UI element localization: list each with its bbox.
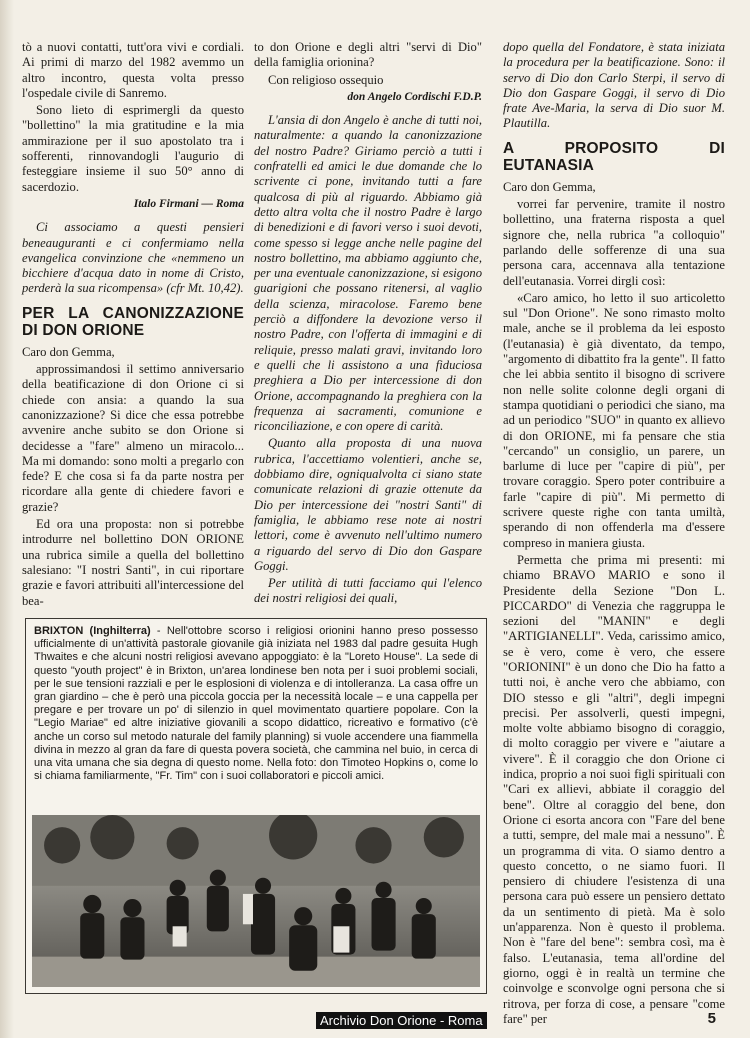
col1-salutation: Caro don Gemma, — [22, 344, 115, 359]
heading-canonizzazione: PER LA CANONIZZAZIONE DI DON ORIONE — [22, 304, 244, 339]
page-number: 5 — [707, 1010, 716, 1027]
col3-paragraph-1: dopo quella del Fondatore, è stata iniziata la procedura per la beatificazione. Sono: il servo di Dio don Carlo Sterpi, il servo di Dio don Gaspare Goggi, il servo di Dio frate Ave-Maria, la serva di Dio suor M. Plautilla. — [503, 40, 725, 131]
col2-signature: don Angelo Cordischi F.D.P. — [347, 90, 482, 103]
column-3 — [503, 40, 725, 1029]
group-photo — [32, 815, 480, 987]
col2-paragraph-1: to don Orione e degli altri "servi di Dio" della famiglia orionina? — [254, 40, 482, 70]
col2-paragraph-4: Quanto alla proposta di una nuova rubrica, l'accettiamo volentieri, anche se, dobbiamo dire, ogniqualvolta ci siano state comunicate relazioni di grazie ottenute da Dio per intercessione dei "nostri Santi" di famiglia, le abbiamo rese note ai nostri lettori, come è avvenuto nell'ultimo numero a riguardo del servo di Dio don Gaspare Goggi. — [254, 436, 482, 573]
archive-caption: Archivio Don Orione - Roma — [316, 1012, 487, 1029]
col1-signature: Italo Firmani — Roma — [133, 197, 244, 210]
brixton-caption — [34, 625, 478, 783]
brixton-text: - Nell'ottobre scorso i religiosi orionini hanno preso possesso ufficialmente di un'attività pastorale giovanile già iniziata nel 1983 dal padre gesuita Hugh Thwaites e che alcuni nostri religiosi avevano appoggiato: è la "Loreto House". La sede di questo "youth project" è in Brixton, un'area londinese ben nota per i suoi problemi sociali, per le sue tensioni razziali e per le esplosioni di violenza e di intolleranza. La casa offre un gran giardino – che è però una piccola goccia per la necessità locale – e una cappella per pregare e per trovare un po' di silenzio in quel movimentato quartiere popolare. Con la "Legio Mariae" ed altre iniziative giovanili a scopo didattico, ricreativo e formativo (c'è anche un corso sul metodo naturale del family planning) si vuole accendere una fiammella divina in mezzo al gran da fare di questa povera società, che cammina nel buio, in cerca di una vita umana che sia degna di questo nome. Nella foto: don Timoteo Hopkins o, come lo si chiama familiarmente, "Fr. Tim" con i suoi collaboratori e piccoli amici. — [34, 625, 478, 783]
col2-closing: Con religioso ossequio — [268, 72, 384, 87]
column-1 — [22, 40, 244, 611]
col1-editor-note: Ci associamo a questi pensieri beneauguranti e ci confermiamo nella evangelica convinzione che «nemmeno un bicchiere d'acqua dato in nome di Cristo, perderà la sua ricompensa» (cfr Mt. 10,42). — [22, 220, 244, 296]
col1-paragraph-2: Sono lieto di esprimergli da questo "bollettino" la mia gratitudine e la mia ammirazione per il suo apostolato tra i sofferenti, rinnovandogli l'augurio di festeggiare insieme il suo 50° anno di sacerdozio. — [22, 103, 244, 194]
col1-paragraph-5: Ed ora una proposta: non si potrebbe introdurre nel bollettino DON ORIONE una rubrica simile a quella del bollettino salesiano: "I nostri Santi", in cui riportare grazie e favori attribuiti all'intercessione del bea- — [22, 517, 244, 608]
brixton-news-box — [25, 618, 487, 994]
col1-paragraph-4: approssimandosi il settimo anniversario della beatificazione di don Orione ci si chiede con ansia: a quando la sua canonizzazione? Si dice che essa potrebbe avvenire anche subito se don Orione si decidesse a "fare" almeno un miracolo... Ma mi domando: sono molti a pregarlo con fede? E che cosa si fa da parte nostra per ricordare alla gente di chiedere favori e grazie? — [22, 362, 244, 514]
col3-paragraph-2: vorrei far pervenire, tramite il nostro bollettino, una fraterna risposta a quel signore che, nella rubrica "a colloquio" parlando delle sofferenze di una sua persona cara, accennava alla tentazione dell'eutanasia. Vorrei dirgli così: — [503, 197, 725, 288]
col3-paragraph-4: Permetta che prima mi presenti: mi chiamo BRAVO MARIO e sono il Presidente della Sezione "Don L. PICCARDO" di Venezia che raggruppa le sezioni del "MANIN" e degli "ARTIGIANELLI". Veda, carissimo amico, se è vero, come è vero, che essere "ORIONINI" è un dono che Dio ha fatto a tutti noi, è anche vero che abbiamo, con DIO stesso e gli "altri", degli impegni precisi. Per assolverli, questi impegni, molte volte abbiamo bisogno di coraggio, di molto coraggio per vivere e "aiutare a vivere". È il coraggio che don Orione ci indica, proprio a noi suoi figli spirituali con "Cari ex allievi, abbiate il coraggio del bene". Oltre al coraggio del bene, don Orione ci esorta ancora con "Fare del bene a tutti, sempre, del male mai a nessuno". È un programma di vita. O siamo dentro a questo concetto, o ne siamo fuori. Il pensiero di chiudere l'esistenza di una persona cara può essere un pensiero dettato da un sentimento di pietà. Ma è solo un'apparenza. Non è questo il problema. Non è "fare del bene": sembra così, ma è falso. L'eutanasia, tema all'ordine del giorno, oggi è in realtà un termine che coinvolge e sconvolge ogni persona che si ritrova, per forza di cose, a pensare "come fare" per — [503, 552, 725, 1026]
col1-intro: tò a nuovi contatti, tutt'ora vivi e cordiali. Ai primi di marzo del 1982 avemmo un altro incontro, questa volta presso l'ospedale civile di Sanremo. — [22, 40, 244, 100]
heading-eutanasia: A PROPOSITO DI EUTANASIA — [503, 139, 725, 174]
brixton-place: BRIXTON (Inghilterra) — [34, 625, 151, 637]
group-photo-image — [32, 815, 480, 987]
col2-paragraph-5: Per utilità di tutti facciamo qui l'elenco dei nostri religiosi dei quali, — [254, 576, 482, 606]
col2-paragraph-3: L'ansia di don Angelo è anche di tutti noi, naturalmente: a quando la canonizzazione del nostro Padre? Giriamo perciò a tutti i confratelli ed amici le due domande che lo scrivente ci pone, invitando tutti a fare qualcosa di più al riguardo. Abbiamo già detto altra volta che il nostro Padre è largo di benedizioni e di favori verso i suoi devoti, come spesso si legge anche nelle pagine del nostro bollettino, ma abbiamo aggiunto che, per una eventuale canonizzazione, si esigono guarigioni che possano ritenersi, al vaglio della scienza, miracolose. Faremo bene perciò a diffondere la devozione verso il nostro Padre, con l'offerta di immagini e di reliquie, presso malati gravi, invitando loro e quelli che li assistono a una fiduciosa preghiera a Dio per intercessione di don Orione, accompagnando la preghiera con la frequenza ai sacramenti, comunione e riconciliazione, e con opere di carità. — [254, 113, 482, 434]
col3-salutation: Caro don Gemma, — [503, 179, 596, 194]
page-spine-shadow — [0, 0, 14, 1038]
column-2 — [254, 40, 482, 609]
col3-paragraph-3: «Caro amico, ho letto il suo articoletto sul "Don Orione". Ne sono rimasto molto male, anche se il problema da lei esposto (l'eutanasia) è già diventato, da tempo, "argomento di dibattito fra la gente". Il fatto che lei abbia sentito il bisogno di scrivere non nelle solite colonne degli organi di stampa quotidiani o periodici che siano, ma ad un periodico "SUO" in quanto ex allievo di don ORIONE, mi fa pensare che stia "cercando" un consiglio, un parere, un barlume di luce per "capire di più", per trovare coraggio. Spero poter contribuire a farle "capire di più". Mi permetto di scrivere queste righe con tanta umiltà, sperando di non offenderla ma d'essere compreso in maniera giusta. — [503, 290, 725, 550]
